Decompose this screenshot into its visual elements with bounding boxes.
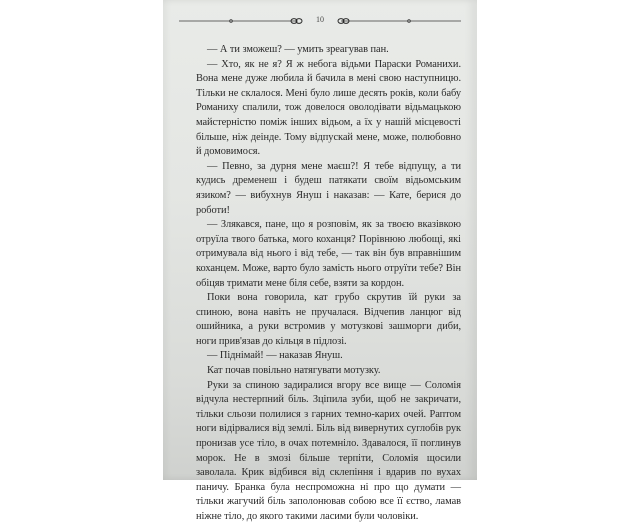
paragraph: Поки вона говорила, кат грубо скрутив їй руки за спиною, вона навіть не пручалася. Відчепив ланцюг від ошийника, а руки встромив у мотузкові зашморги диби, ноги прив'язав до кільця в підлозі. <box>196 292 461 347</box>
paragraph: Руки за спиною задиралися вгору все вище — Соломія відчула нестерпний біль. Зціпила зуби, щоб не закричати, тільки сльози полилися з гарних темно-карих очей. Раптом ноги відірвалися від землі. Біль від вивернутих суглобів рук пронизав усе тіло, в очах потемніло. Здавалося, її поглинув морок. Не в змозі більше терпіти, Соломія щосили заволала. Крик відбився від склепіння і вдарив по вухах паничу. Бранка була неспроможна ні про що думати — тільки жагучий біль заполонював собою все її єство, ламав ніжне тіло, до якого такими ласими були чоловіки. <box>196 379 461 522</box>
page-number: 10 <box>316 15 324 24</box>
paragraph: — Хто, як не я? Я ж небога відьми Параски Романихи. Вона мене дуже любила й бачила в мені свою наступницю. Тільки не склалося. Мені було лише десять років, коли бабу Романиху спалили, тож довелося оволодівати відьмацькою майстерністю поміж інших відьом, а їх у нашій місцевості більше, ніж деінде. Тому відпускай мене, може, полюбовно й домовимося. <box>196 58 461 158</box>
paragraph: — Злякався, пане, що я розповім, як за твоєю вказівкою отруїла твого батька, мого коханця? Порівнюю любощі, які отримувала від нього і від тебе, — так він був вправнішим коханцем. Може, варто було замість нього отруїти тебе? Він обіцяв тримати мене біля себе, взяти за кордон. <box>196 219 461 289</box>
paragraph: — Піднімай! — наказав Януш. <box>207 350 343 362</box>
book-page <box>163 0 477 522</box>
paragraph: Кат почав повільно натягувати мотузку. <box>207 365 381 377</box>
paragraph: — А ти зможеш? — умить зреагував пан. <box>207 44 389 55</box>
paragraph: — Певно, за дурня мене маєш?! Я тебе відпущу, а ти кудись дременеш і будеш патякати своїм відьомським язиком? — вибухнув Януш і наказав: — Кате, берися до роботи! <box>196 160 461 216</box>
page-body-text <box>196 43 461 525</box>
